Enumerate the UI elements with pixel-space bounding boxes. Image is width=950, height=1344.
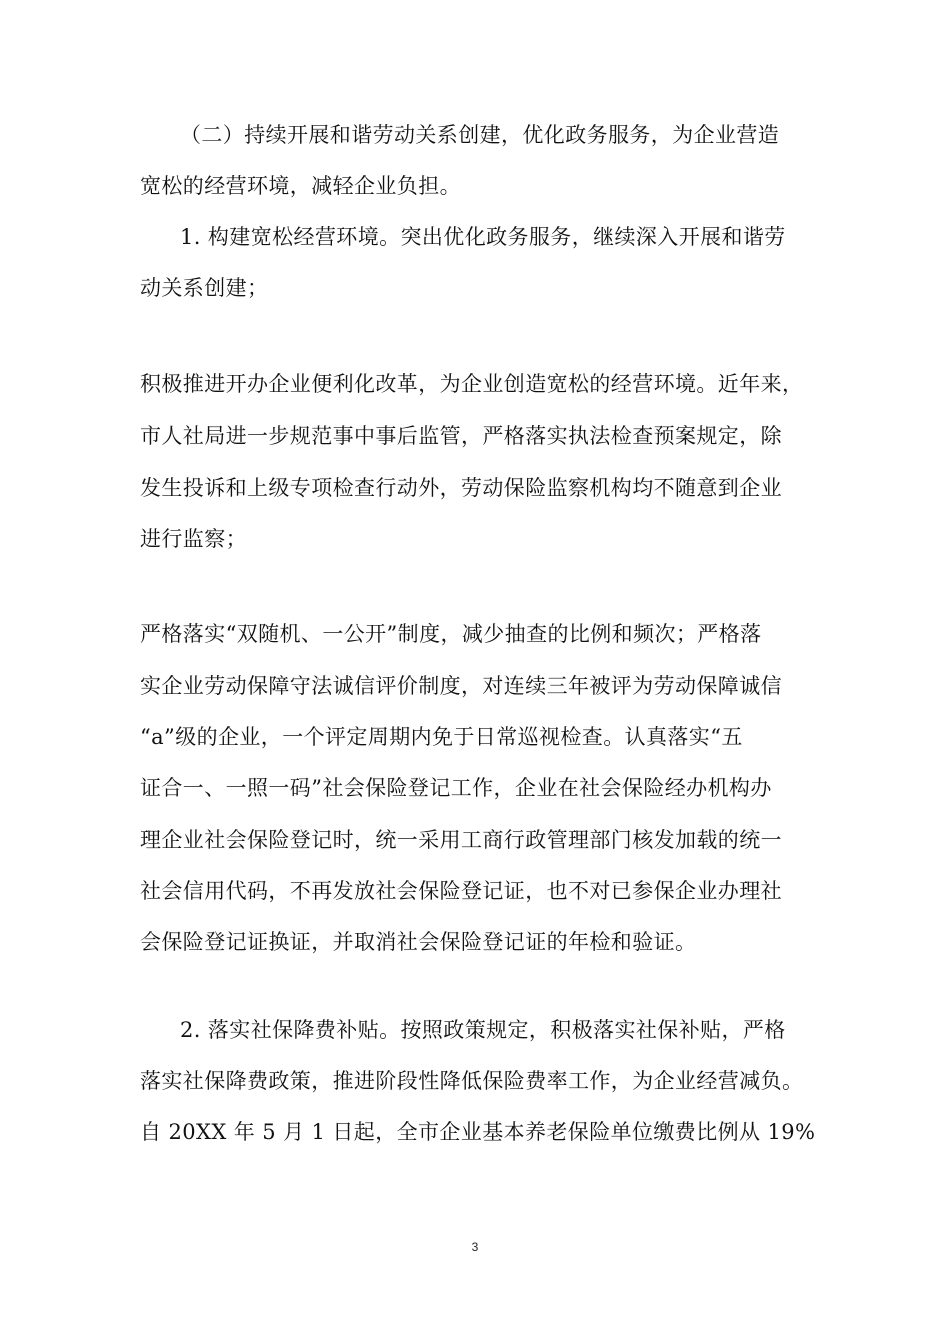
paragraph-line: 1. 构建宽松经营环境。突出优化政务服务，继续深入开展和谐劳 [180,225,786,249]
page-number: 3 [471,1240,479,1254]
paragraph-line: 落实社保降费政策，推进阶段性降低保险费率工作，为企业经营减负。 [140,1069,804,1093]
paragraph-line: 社会信用代码，不再发放社会保险登记证，也不对已参保企业办理社 [140,879,782,903]
paragraph-line: 发生投诉和上级专项检查行动外，劳动保险监察机构均不随意到企业 [140,476,782,500]
paragraph-line: 自 20XX 年 5 月 1 日起，全市企业基本养老保险单位缴费比例从 19% [140,1120,816,1144]
paragraph-line: 实企业劳动保障守法诚信评价制度，对连续三年被评为劳动保障诚信 [140,674,782,698]
paragraph-line: 宽松的经营环境，减轻企业负担。 [140,174,461,198]
paragraph-line: 进行监察； [140,527,247,551]
paragraph-line: 严格落实“双随机、一公开”制度，减少抽查的比例和频次；严格落 [140,622,762,646]
paragraph-line: 会保险登记证换证，并取消社会保险登记证的年检和验证。 [140,930,697,954]
paragraph-line: 积极推进开办企业便利化改革，为企业创造宽松的经营环境。近年来， [140,372,804,396]
paragraph-line: 动关系创建； [140,276,269,300]
paragraph-line: 理企业社会保险登记时，统一采用工商行政管理部门核发加载的统一 [140,828,782,852]
paragraph-line: 证合一、一照一码”社会保险登记工作，企业在社会保险经办机构办 [140,776,772,800]
paragraph-line: （二）持续开展和谐劳动关系创建，优化政务服务，为企业营造 [180,123,780,147]
paragraph-line: “a”级的企业，一个评定周期内免于日常巡视检查。认真落实“五 [140,725,743,749]
paragraph-line: 2. 落实社保降费补贴。按照政策规定，积极落实社保补贴，严格 [180,1018,786,1042]
paragraph-line: 市人社局进一步规范事中事后监管，严格落实执法检查预案规定，除 [140,424,782,448]
